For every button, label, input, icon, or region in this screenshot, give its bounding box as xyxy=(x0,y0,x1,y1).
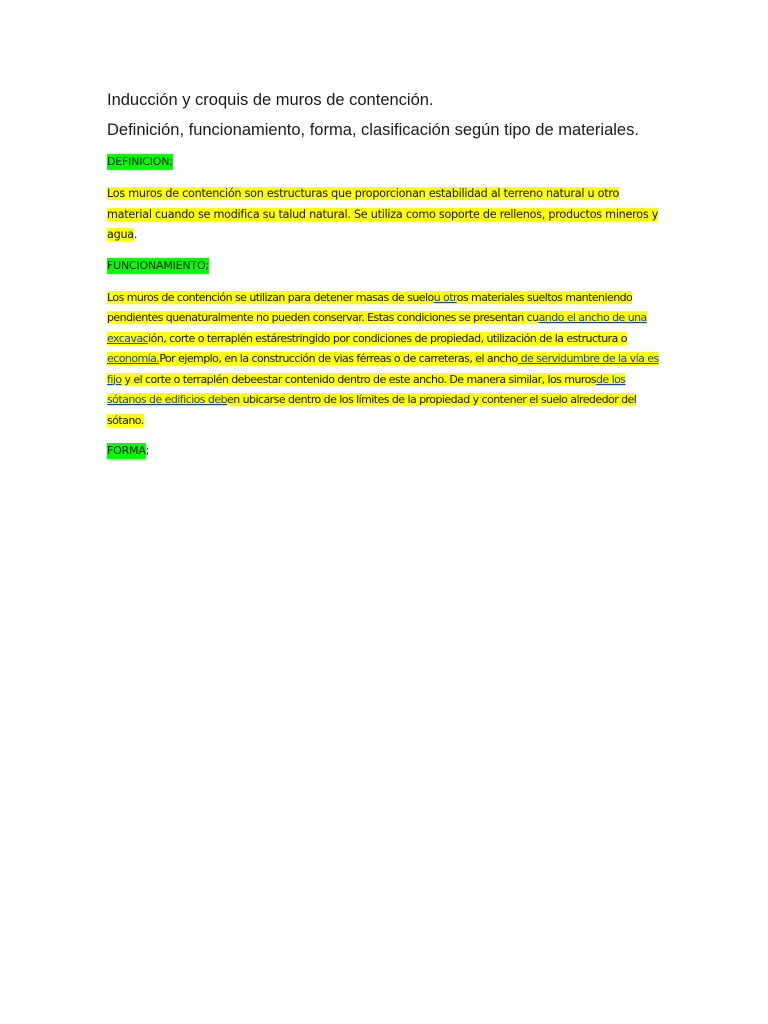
document-page xyxy=(107,88,662,473)
funcionamiento-text-6: en ubicarse dentro de los límites de la propiedad y contener el suelo alrededor del sótano. xyxy=(107,393,637,427)
funcionamiento-text-3: ión, corte o terraplén estárestringido por condiciones de propiedad, utilización de la estructura o xyxy=(148,331,627,345)
definicion-text-end: . xyxy=(133,228,138,241)
funcionamiento-text-5: y el corte o terraplén debeestar contenido dentro de este ancho. De manera similar, los muros xyxy=(121,372,596,386)
definicion-paragraph xyxy=(107,184,662,246)
section-definicion-heading xyxy=(107,154,662,170)
funcionamiento-link-2[interactable]: ando el ancho de una excavac xyxy=(107,311,647,345)
forma-label: FORMA xyxy=(107,444,146,457)
funcionamiento-label: FUNCIONAMIENTO; xyxy=(107,258,209,272)
document-title: Inducción y croquis de muros de contención. xyxy=(107,91,434,109)
funcionamiento-link-5[interactable]: de los sótanos de edificios deb xyxy=(107,372,626,406)
funcionamiento-link-1[interactable]: u otr xyxy=(433,290,457,304)
section-funcionamiento-heading xyxy=(107,258,662,274)
document-subtitle: Definición, funcionamiento, forma, clasificación según tipo de materiales. xyxy=(107,121,639,139)
funcionamiento-paragraph xyxy=(107,288,662,432)
funcionamiento-link-3[interactable]: economía. xyxy=(107,352,160,365)
section-forma-heading xyxy=(107,443,662,459)
funcionamiento-text-4: Por ejemplo, en la construcción de vias férreas o de carreteras, el ancho xyxy=(159,352,518,365)
definicion-text: Los muros de contención son estructuras que proporcionan estabilidad al terreno natural u otro material cuando se modifica su talud natural. Se utiliza como soporte de rellenos, productos mineros y agua xyxy=(107,187,659,241)
definicion-label: DEFINICION; xyxy=(107,155,173,168)
funcionamiento-text-1: Los muros de contención se utilizan para detener masas de suelo xyxy=(107,290,434,304)
funcionamiento-link-4[interactable]: de servidumbre de la vía es fijo xyxy=(107,352,659,386)
funcionamiento-text-2: os materiales sueltos manteniendo pendientes quenaturalmente no pueden conservar. Estas condiciones se presentan cu xyxy=(107,290,633,324)
forma-label-suffix: ; xyxy=(145,444,150,457)
